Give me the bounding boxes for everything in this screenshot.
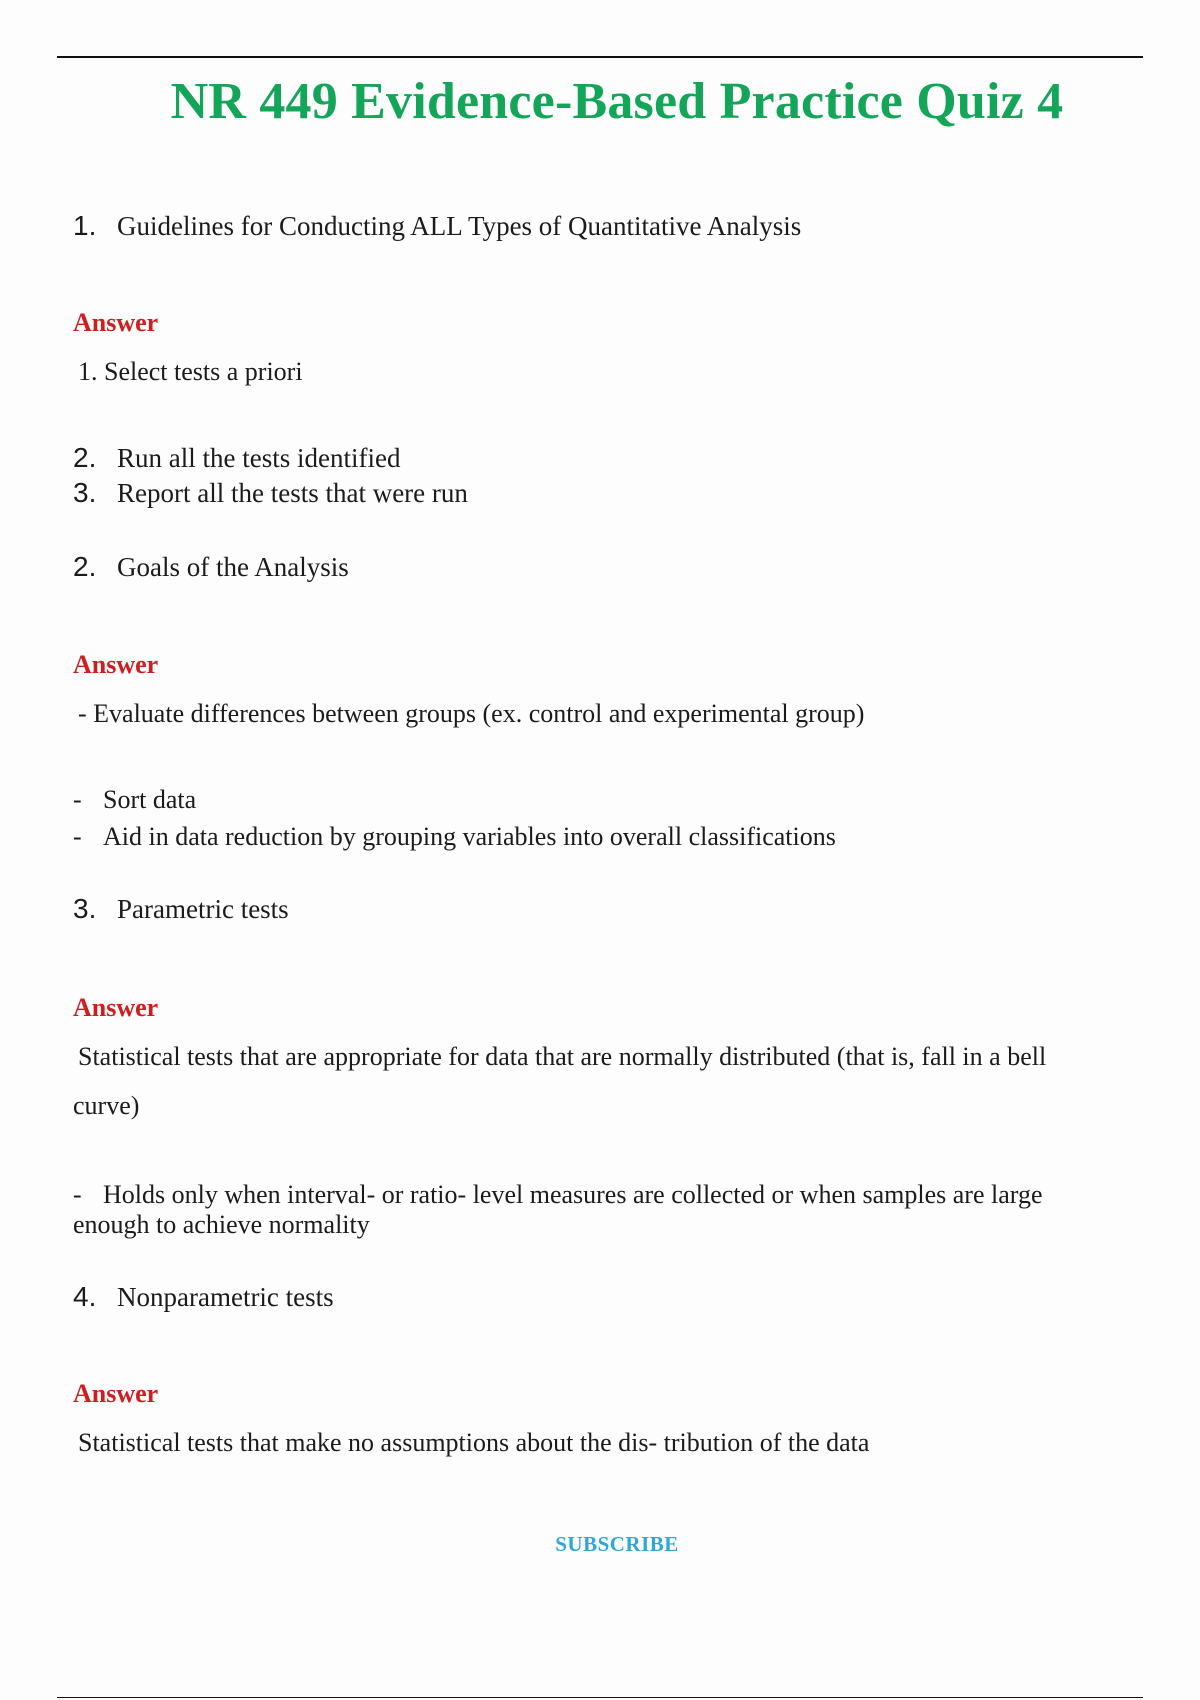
question-3-text: Parametric tests <box>117 894 289 924</box>
question-2 <box>73 551 349 583</box>
bullet-dash: - <box>73 822 82 851</box>
answer-label-3: Answer <box>73 993 159 1022</box>
answer-1-item-2-number: 2. <box>73 442 97 473</box>
top-rule <box>57 56 1143 58</box>
answer-1-item-3-number: 3. <box>73 477 97 508</box>
answer-2-bullet-1 <box>73 785 196 815</box>
answer-1-item-2 <box>73 442 400 474</box>
question-2-number: 2. <box>73 551 97 582</box>
question-1-number: 1. <box>73 210 97 241</box>
question-3 <box>73 893 289 925</box>
question-4-text: Nonparametric tests <box>117 1282 334 1312</box>
answer-2-bullet-2 <box>73 822 836 852</box>
subscribe-link[interactable]: SUBSCRIBE <box>555 1532 679 1556</box>
answer-label-2: Answer <box>73 650 159 679</box>
bottom-rule <box>57 1697 1143 1698</box>
answer-2-bullet-1-text: Sort data <box>103 785 197 814</box>
question-4 <box>73 1281 334 1313</box>
bullet-dash: - <box>73 785 82 814</box>
question-2-text: Goals of the Analysis <box>117 552 349 582</box>
answer-3-bullet-line-2: enough to achieve normality <box>73 1210 370 1239</box>
answer-3-line-1: Statistical tests that are appropriate for data that are normally distributed (that is, fall in a bell <box>78 1042 1047 1071</box>
question-1-text: Guidelines for Conducting ALL Types of Quantitative Analysis <box>117 211 802 241</box>
answer-3-bullet-line-1 <box>73 1180 1043 1210</box>
answer-4-line: Statistical tests that make no assumptions about the dis- tribution of the data <box>78 1428 870 1457</box>
bullet-dash: - <box>73 1180 82 1209</box>
answer-label-4: Answer <box>73 1379 159 1408</box>
question-3-number: 3. <box>73 893 97 924</box>
answer-1-item-3-text: Report all the tests that were run <box>117 478 468 508</box>
question-4-number: 4. <box>73 1281 97 1312</box>
answer-2-bullet-2-text: Aid in data reduction by grouping variables into overall classifications <box>103 822 836 851</box>
answer-label-1: Answer <box>73 308 159 337</box>
answer-1-item-1: 1. Select tests a priori <box>78 357 303 386</box>
answer-3-line-2: curve) <box>73 1091 140 1120</box>
question-1 <box>73 210 801 242</box>
answer-1-item-2-text: Run all the tests identified <box>117 443 401 473</box>
answer-3-bullet-text: Holds only when interval- or ratio- level measures are collected or when samples are large <box>103 1180 1043 1209</box>
answer-2-line: - Evaluate differences between groups (ex. control and experimental group) <box>78 699 865 728</box>
answer-1-item-3 <box>73 477 468 509</box>
page-title: NR 449 Evidence-Based Practice Quiz 4 <box>170 73 1064 130</box>
